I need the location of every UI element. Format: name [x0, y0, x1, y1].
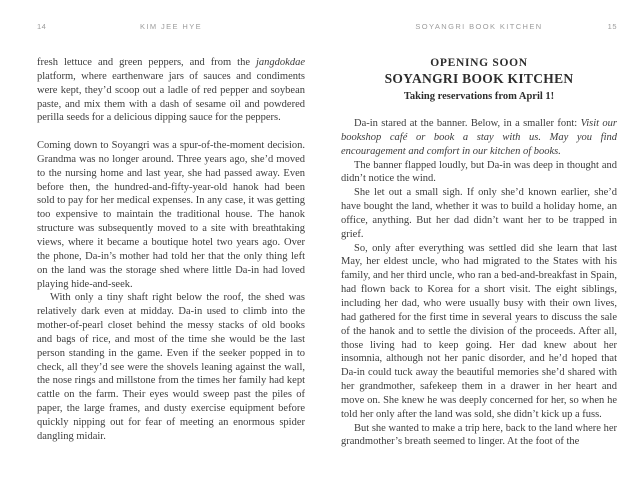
opening-banner: [341, 56, 617, 105]
text-run: She let out a small sigh. If only she’d known earlier, she’d have bought the land, whether it was to build a holiday home, an office, anything. But her dad didn’t want her to be trapped in grief.: [341, 187, 617, 240]
text-run: Da-in stared at the banner. Below, in a smaller font:: [354, 118, 581, 129]
paragraph: [341, 117, 617, 159]
paragraph: [341, 422, 617, 450]
text-run: platform, where earthenware jars of sauces and condiments were kept, they’d scoop out a ladle of red pepper and soybean paste, and mix them with a dash of sesame oil and powdered perilla seeds for a delicious dipping sauce for the peppers.: [37, 70, 305, 124]
left-running-head: [37, 22, 305, 32]
text-run: jangdokdae: [256, 57, 305, 68]
paragraph: [341, 186, 617, 241]
left-page: [37, 22, 305, 444]
page-number-right: 15: [607, 22, 617, 31]
banner-title: SOYANGRI BOOK KITCHEN: [384, 71, 574, 86]
text-run: Visit our bookshop café or book a stay with us. May you find encouragement and comfort in our kitchen of books.: [341, 118, 618, 157]
text-run: Coming down to Soyangri was a spur-of-the-moment decision. Grandma was no longer around. Three years ago, she’d moved to the nursing home and last year, she had passed away. Even before then, the hundred-and-fifty-year-old hanok had been sold to pay for her medical expenses. In any case, it was getting too expensive to maintain the traditional house. The hanok structure was subsequently moved to a site with breathtaking views, where it became a boutique hotel two years ago. Over the phone, Da-in’s mother had told her that the only thing left on the land was the storage shed where little Da-in had loved playing hide-and-seek.: [37, 140, 305, 290]
paragraph: [37, 139, 305, 291]
paragraph: [341, 159, 617, 187]
page-number-left: 14: [37, 22, 47, 31]
paragraph: [37, 291, 305, 443]
text-run: So, only after everything was settled did she learn that last May, her eldest uncle, who had migrated to the States with his family, and her third uncle, who ran a bed-and-breakfast in Spain, had flown back to Korea for a short visit. The eight siblings, including her dad, who were usually busy with their own lives, had gathered for the first time in several years to discuss the sale of the hanok and to settle the division of the proceeds. After all, those living had to keep going. Her dad knew about her insomnia, although not her panic disorder, and he’d hoped that Da-in could tuck away the beautiful memories she’d shared with her grandmother, safekeep them in a drawer in her heart and move on. She knew he was deeply concerned for her, so when he told her only after the land was sold, she didn’t kick up a fuss.: [341, 242, 618, 420]
banner-opening-soon: OPENING SOON: [430, 57, 528, 69]
text-run: But she wanted to make a trip here, back to the land where her grandmother’s breath seemed to linger. At the foot of the: [341, 422, 617, 448]
text-run: With only a tiny shaft right below the roof, the shed was relatively dark even at midday. Da-in used to climb into the mother-of-pearl closet behind the messy stacks of old books and bags of rice, and most of the time she would be the last person standing in the game. Even if the seeker popped in to check, all they’d see were the shovels leaning against the wall, the nose rings and millstone from the times her family had kept cattle on the farm. Their eyes would sweep past the piles of paper, the large frames, and dusty exercise equipment before quickly nipping out for fear of meeting an enormous spider dangling midair.: [37, 292, 305, 442]
right-page-body-text: [341, 117, 617, 449]
banner-reservation-note: Taking reservations from April 1!: [403, 91, 555, 102]
running-head-book-title: SOYANGRI BOOK KITCHEN: [415, 22, 543, 31]
text-run: The banner flapped loudly, but Da-in was deep in thought and didn’t notice the wind.: [341, 159, 617, 185]
paragraph: [341, 242, 617, 422]
right-running-head: [341, 22, 617, 32]
right-page: [341, 22, 617, 449]
left-page-body-text: [37, 56, 305, 444]
text-run: fresh lettuce and green peppers, and from the: [37, 57, 256, 68]
paragraph: [37, 56, 305, 125]
running-head-author: KIM JEE HYE: [139, 22, 203, 31]
